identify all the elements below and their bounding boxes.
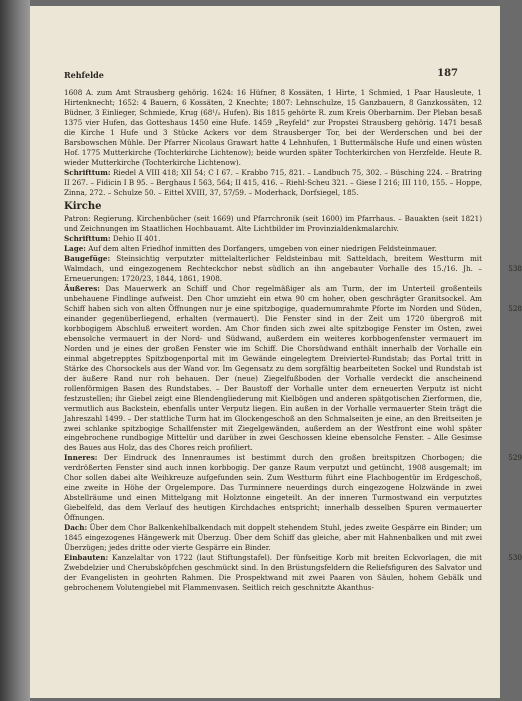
margin-number: 529 — [508, 453, 522, 463]
page-number: 187 — [437, 68, 458, 79]
page-content — [64, 88, 522, 593]
baugefuege-paragraph: 538 Baugefüge: Steinsichtig verputzter mittelalterlicher Feldsteinbau mit Satteldach, breitem Westturm mit Walmdach, und eingezogenem Rechteckchor nebst südlich an ihn angebauter Vorhalle des 15./16. Jh. – Erneuerungen: 1720/23, 1844, 1861, 1908. — [64, 254, 522, 284]
schrifttum-paragraph: Schrifttum: Dehio II 401. — [64, 234, 161, 244]
inneres-paragraph: 529 Inneres: Der Eindruck des Innenraumes ist bestimmt durch den großen breitspitzen Chorbogen; die verdrößerten Fenster sind auch innen korbbogig. Der ganze Raum verputzt und getüncht, 1908 ausgemalt; im Chor sollen dabei alte Weihkreuze aufgefunden sein. Zum Westturm führt eine Flachbogentür im Erdgeschoß, eine zweite in Höhe der Orgelempore. Das Turminnere neuerdings durch eingezogene Holzwände in zwei Abstellräume und einen Mittelgang mit Holztonne eingeteilt. An der inneren Turmostwand ein verputztes Giebelfeld, das dem Verlauf des heutigen Kirchdaches entspricht; innerhalb desselben Spuren vermauerter Öffnungen. — [64, 453, 522, 523]
einbauten-paragraph: 530 Einbauten: Kanzelaltar von 1722 (laut Stiftungstafel). Der fünfseitige Korb mit breiten Eckvorlagen, die mit Zwebdelzier und Cherubsköpfchen geschmückt sind. In den Brüstungsfeldern die Reliefsfiguren des Salvator und der Evangelisten in geohrten Rahmen. Die Prospektwand mit zwei Paaren von Säulen, hohem Gebälk und gebrochenem Volutengiebel mit Flammenvasen. Seitlich reich geschnitzte Akanthus- — [64, 552, 522, 592]
aeusseres-paragraph: 528 Äußeres: Das Mauerwerk an Schiff und Chor regelmäßiger als am Turm, der im Unterteil großenteils unbehauene Findlinge aufweist. Den Chor umzieht ein etwa 90 cm hoher, oben geschrägter Granitsockel. Am Schiff haben sich von alten Öffnungen nur je eine spitzbogige, quadernumrahmte Pforte im Norden und Süden, einander gegenüberliegend, erhalten (vermauert). Die Fenster sind in der Zeit um 1720 übergroß mit korbbogigem Abschluß erweitert worden. Am Chor finden sich zwei alte spitzbogige Fenster im Osten, zwei ebensolche vermauert in der Nord- und Südwand, außerdem ein weiteres korbbogenfenster vermauert im Norden und je eines der großen Fenster wie im Schiff. Die Chorsüdwand enthält innerhalb der Vorhalle ein einmal abgetrepptes Spitzbogenportal mit im Gewände eingelegtem Dreiviertel-Rundstab; das Portal tritt in Stärke des Chorsockels aus der Wand vor. Im Gegensatz zu dem sorgfältig bearbeiteten Sockel und Rundstab ist der äußere Rand nur roh behauen. Der (neue) Ziegelfußboden der Vorhalle verdeckt die anscheinend rollenförmigen Basen des Rundstabes. – Der Baustoff der Vorhalle unter dem erneuerten Verputz ist nicht festzustellen; ihr Giebel zeigt eine Blendengliederung mit Kielbögen und anderen spätgotischen Zierformen, die, vermutlich aus Backstein, ebenfalls unter Verputz liegen. Ein außen in der Vorhalle vermauerter Stein trägt die Jahreszahl 1499. – Der stattliche Turm hat im Glockengeschoß an den Schmalseiten je eine, an den Breitseiten je zwei schlanke spitzbogige Schallfenster mit Ziegelgewänden, außerdem an der Westfront eine wohl später eingebrochene rundbogige Mittelür und darüber in zwei Geschossen kleine ebensolche Fenster. – Alle Gesimse des Baues aus Holz, das des Chores reich profiliert. — [64, 284, 522, 453]
dach-paragraph: Dach: Über dem Chor Balkenkehlbalkendach mit doppelt stehendem Stuhl, jedes zweite Gespärre ein Binder; um 1845 eingezogenes Hängewerk mit Überzug. Über dem Schiff das gleiche, aber mit Hahnenbalken und mit zwei Überzügen; jedes dritte oder vierte Gespärre ein Binder. — [64, 523, 482, 552]
section-heading-kirche: Kirche — [64, 201, 102, 213]
lage-paragraph: Lage: Auf dem alten Friedhof inmitten des Dorfangers, umgeben von einer niedrigen Feldsteinmauer. — [64, 244, 437, 254]
margin-number: 530 — [508, 552, 522, 562]
margin-number: 538 — [508, 264, 522, 274]
sources-label: Schrifttum: — [64, 167, 111, 177]
running-head: Rehfelde — [64, 70, 104, 80]
intro-paragraph: 1608 A. zum Amt Strausberg gehörig. 1624: 16 Hüfner, 8 Kossäten, 1 Hirte, 1 Schmied, 1 Paar Hausleute, 1 Hirtenknecht; 1652: 4 Bauern, 6 Kossäten, 2 Knechte; 1807: Lehnschulze, 15 Ganzbauern, 8 Ganzkossäten, 12 Büdner, 3 Einlieger, Schmiede, Krug (68¹/₂ Hufen). Bis 1815 gehörte R. zum Kreis Oberbarnim. Der Pleban besaß 1375 vier Hufen, das Gotteshaus 1450 eine Hufe. 1459 „Reyfeld“ zur Propstei Strausberg gehörig. 1471 besaß die Kirche 1 Hufe und 3 Stücke Ackers vor dem Strausberger Tor, bei der Werderschen und bei der Barsbowschen Mühle. Der Pfarrer Nicolaus Grawart hatte 4 Lehnhufen, 1 Buttermälsche Hufe und einen wüsten Hof. 1775 Mutterkirche (Tochterkirche Lichtenow); beide wurden später Tochterkirchen von Herzfelde. Heute R. wieder Mutterkirche (Tochterkirche Lichtenow). — [64, 88, 482, 167]
patron-paragraph: Patron: Regierung. Kirchenbücher (seit 1669) und Pfarrchronik (seit 1600) im Pfarrhaus. – Bauakten (seit 1821) und Zeichnungen im Staatlichen Hochbauamt. Alte Lichtbilder im Provinzialdenkmalarchiv. — [64, 214, 482, 234]
intro-sources — [64, 168, 482, 198]
sources-text: Riedel A VIII 418; XII 54; C I 67. – Krabbo 715, 821. – Landbuch 75, 302. – Büsching 224. – Bratring II 267. – Fidicin I B 95. – Berghaus I 563, 564; II 415, 416. – Riehl-Scheu 321. – Giese I 216; III 110, 155. – Hoppe, Zinna, 272. – Schulze 50. – Eittel XVIII, 37, 57/59. – Moderhack, Dorfsiegel, 185. — [64, 167, 482, 197]
margin-number: 528 — [508, 304, 522, 314]
book-spine — [0, 0, 30, 701]
book-page — [30, 6, 522, 698]
